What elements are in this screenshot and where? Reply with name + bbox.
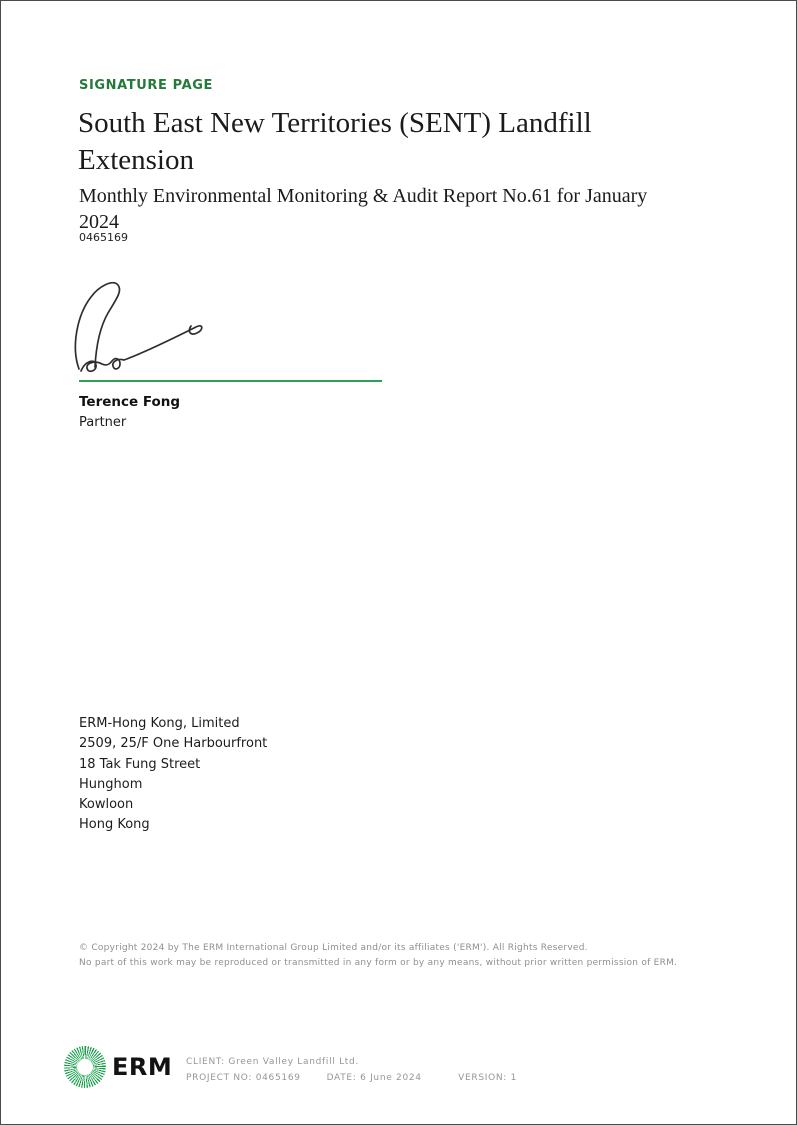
report-title-line-1: South East New Territories (SENT) Landfill [78,107,592,139]
report-subtitle [79,183,739,235]
project-label: PROJECT NO: [186,1073,253,1083]
date-value: 6 June 2024 [360,1073,422,1083]
client-label: CLIENT: [186,1057,225,1067]
address-line: Kowloon [79,797,134,813]
address-line: Hong Kong [79,817,150,833]
address-line: Hunghom [79,776,143,792]
erm-sunburst-icon [64,1046,106,1088]
copyright-line-2: No part of this work may be reproduced or transmitted in any form or by any means, without prior written permission of ERM. [79,958,678,968]
copyright-notice [79,941,677,971]
address-line: ERM-Hong Kong, Limited [79,716,240,731]
project-cell [186,1070,323,1086]
copyright-line-1: © Copyright 2024 by The ERM International Group Limited and/or its affiliates ('ERM'). All Rights Reserved. [79,943,588,953]
report-subtitle-line-1: Monthly Environmental Monitoring & Audit Report No.61 for January [79,185,648,207]
date-label: DATE: [326,1073,357,1083]
report-title-line-2: Extension [78,144,194,176]
date-cell [327,1070,455,1086]
project-number: 0465169 [79,231,128,244]
signature-rule [79,380,382,382]
signature-page-label: SIGNATURE PAGE [79,78,213,93]
footer-client-row [186,1054,517,1070]
signature-image [71,275,206,380]
address-line: 2509, 25/F One Harbourfront [79,736,268,752]
project-value: 0465169 [255,1073,301,1083]
footer-metadata [186,1054,517,1086]
version-value: 1 [510,1073,518,1083]
company-address [79,714,267,836]
signatory-role: Partner [79,415,127,430]
address-line: 18 Tak Fung Street [79,756,201,772]
version-label: VERSION: [458,1073,508,1083]
report-title [78,105,718,179]
version-cell [458,1070,517,1086]
signatory-name: Terence Fong [79,394,181,410]
footer-project-row [186,1070,517,1086]
erm-logo [64,1046,172,1088]
erm-logo-text: ERM [112,1053,173,1081]
report-subtitle-line-2: 2024 [79,211,119,233]
client-value: Green Valley Landfill Ltd. [228,1057,359,1067]
